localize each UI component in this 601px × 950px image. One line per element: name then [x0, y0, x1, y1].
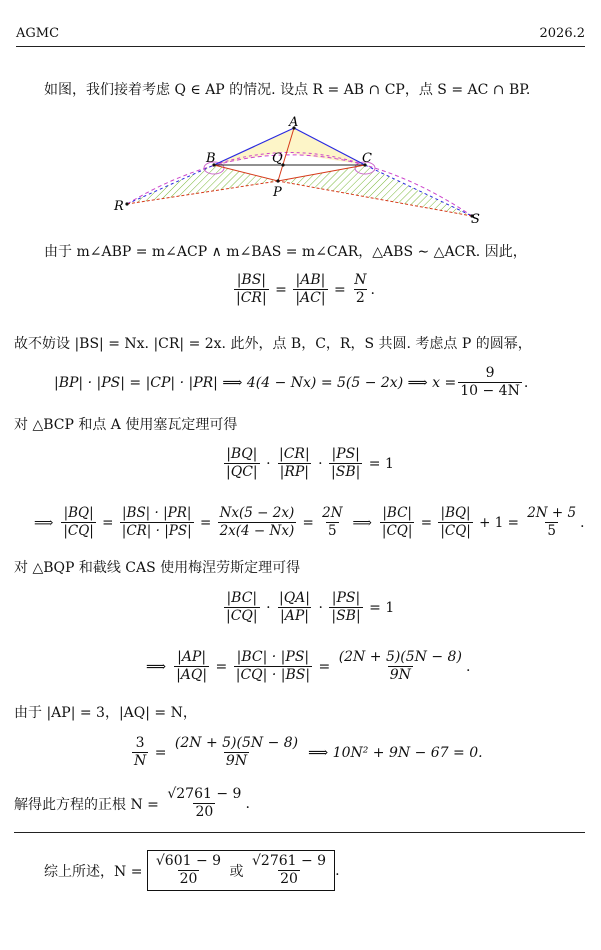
header-left: AGMC [16, 26, 60, 41]
answer-box: $\frac{√601 - 9}{20}$ 或 $\frac{√2761 - 9}{20}$ [147, 850, 335, 891]
intro-paragraph: 如图，我们接着考虑 Q ∈ AP 的情况. 设点 R = AB ∩ CP，点 S = AC ∩ BP. [44, 82, 531, 98]
label-a: A [289, 115, 299, 130]
point-r [125, 202, 128, 205]
label-b: B [206, 151, 216, 166]
equation-menelaus: $\frac{|BC|}{|CQ|}$ · $\frac{|QA|}{|AP|}$ · $\frac{|PS|}{|SB|}$ = 1 [226, 590, 395, 624]
equation-ratio: $\frac{|BS|}{|CR|}$ = $\frac{|AB|}{|AC|}$ = $\frac{N}{2}$ . [236, 272, 375, 306]
label-p: P [273, 185, 282, 200]
label-c: C [362, 151, 372, 166]
section-divider [14, 832, 585, 833]
equation-ceva: $\frac{|BQ|}{|QC|}$ · $\frac{|CR|}{|RP|}$ · $\frac{|PS|}{|SB|}$ = 1 [226, 446, 394, 480]
header-right: 2026.2 [539, 26, 585, 41]
power-of-point-line: 故不妨设 |BS| = Nx. |CR| = 2x. 此外，点 B，C，R，S 共圆. 考虑点 P 的圆幂， [14, 336, 532, 352]
equation-ceva-derived: ⟹ $\frac{|BQ|}{|CQ|}$ = $\frac{|BS| \cdot |PR|}{|CR| \cdot |PS|}$ = $\frac{Nx(5 - 2x)}{2x(4 - Nx)}$ = $\frac{2N}{5}$ ⟹ $\frac{|BC|}{|CQ|}$ = $\frac{|BQ|}{|CQ|}$ + 1 = $\frac{2N + 5}{5}$ . [34, 505, 585, 539]
frac-ab-ac: $\frac{|AB|}{|AC|}$ [295, 272, 326, 306]
shaded-triangle-right [283, 128, 365, 165]
menelaus-line: 对 △BQP 和截线 CAS 使用梅涅劳斯定理可得 [14, 560, 301, 576]
positive-root-line: 解得此方程的正根 N = $\frac{√2761 - 9}{20}$ . [14, 786, 250, 820]
equation-menelaus-derived: ⟹ $\frac{|AP|}{|AQ|}$ = $\frac{|BC| \cdot |PS|}{|CQ| \cdot |BS|}$ = $\frac{(2N + 5)(5N - 8)}{9N}$ . [146, 649, 471, 683]
equation-quadratic: $\frac{3}{N}$ = $\frac{(2N + 5)(5N - 8)}{9N}$ ⟹ 10N² + 9N − 67 = 0. [134, 735, 483, 769]
given-values-line: 由于 |AP| = 3，|AQ| = N， [14, 705, 197, 721]
frac-x: $\frac{9}{10 - 4N}$ [460, 365, 520, 399]
point-p [276, 179, 279, 182]
frac-bs-cr: $\frac{|BS|}{|CR|}$ [236, 272, 267, 306]
geometry-figure [0, 0, 601, 240]
label-r: R [114, 199, 124, 214]
frac-n-2: $\frac{N}{2}$ [354, 272, 367, 306]
equation-power: |BP| · |PS| = |CP| · |PR| ⟹ 4(4 − Nx) = 5(5 − 2x) ⟹ x = $\frac{9}{10 - 4N}$ . [54, 365, 529, 399]
final-answer: 综上所述，N = $\frac{√601 - 9}{20}$ 或 $\frac{√2761 - 9}{20}$ . [44, 850, 340, 891]
label-s: S [471, 212, 480, 227]
hatched-region-left [127, 165, 278, 204]
hatched-region-right [278, 165, 472, 216]
label-q: Q [272, 151, 283, 166]
ceva-line: 对 △BCP 和点 A 使用塞瓦定理可得 [14, 417, 238, 433]
similarity-line: 由于 m∠ABP = m∠ACP ∧ m∠BAS = m∠CAR，△ABS ∼ △ACR. 因此， [44, 244, 527, 260]
